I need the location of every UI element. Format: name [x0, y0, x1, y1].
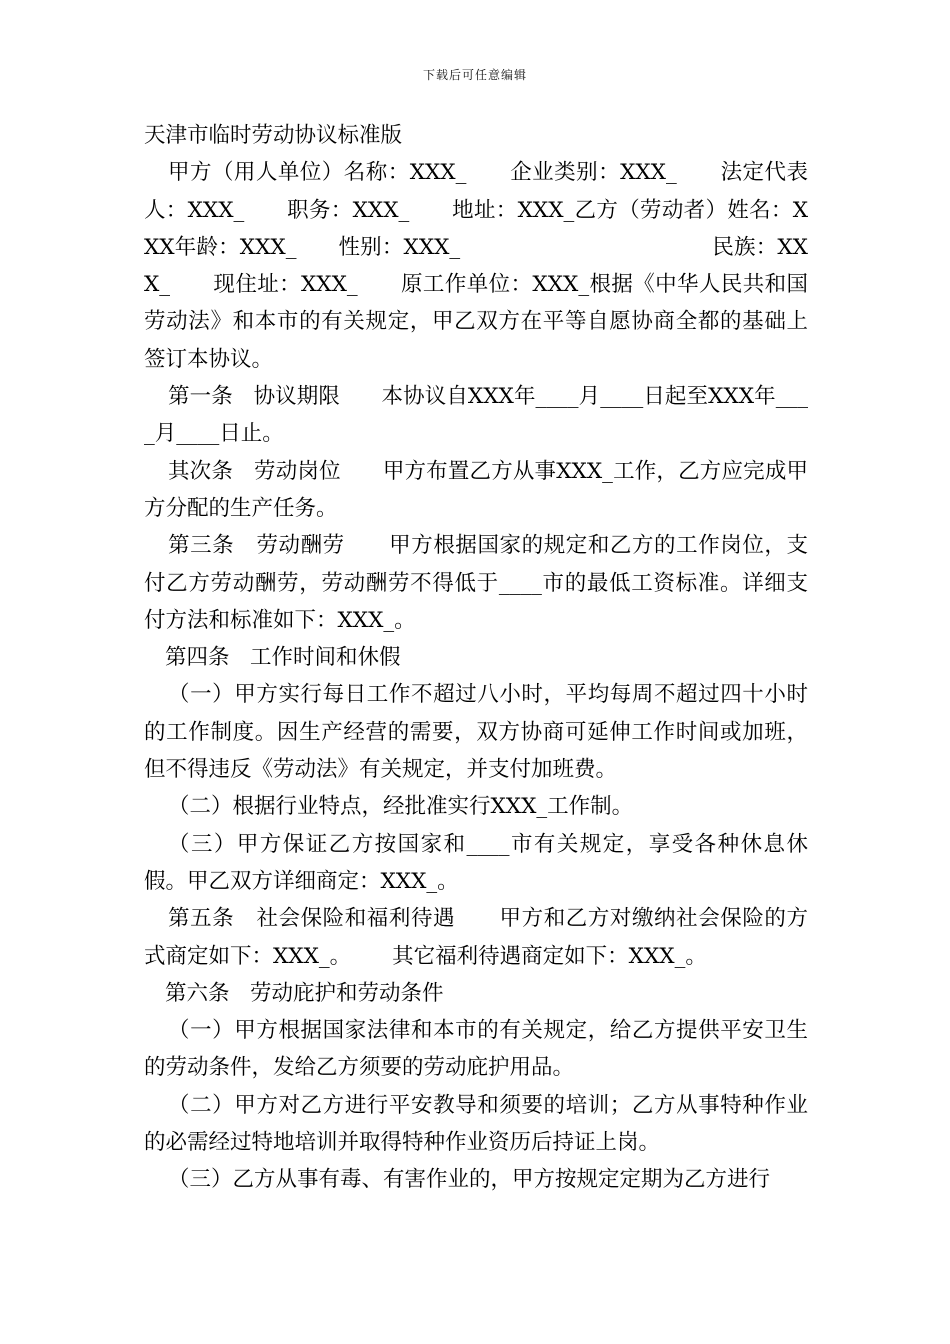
paragraph-article-4-item-2: （二）根据行业特点，经批准实行XXX_工作制。	[168, 794, 634, 820]
paragraph-article-3: 第三条 劳动酬劳 甲方根据国家的规定和乙方的工作岗位，支付乙方劳动酬劳，劳动酬劳不得低于____市的最低工资标准。详细支付方法和标准如下：XXX_。	[144, 533, 808, 633]
paragraph-article-6-heading: 第六条 劳动庇护和劳动条件	[165, 980, 444, 1006]
paragraph-article-6-item-1: （一）甲方根据国家法律和本市的有关规定，给乙方提供平安卫生的劳动条件，发给乙方须要的劳动庇护用品。	[144, 1018, 808, 1081]
paragraph-article-1: 第一条 协议期限 本协议自XXX年____月____日起至XXX年____月____日止。	[144, 384, 808, 447]
paragraph-article-5: 第五条 社会保险和福利待遇 甲方和乙方对缴纳社会保险的方式商定如下：XXX_。 其它福利待遇商定如下：XXX_。	[144, 906, 808, 969]
paragraph-article-6-item-3: （三）乙方从事有毒、有害作业的，甲方按规定定期为乙方进行	[168, 1167, 771, 1193]
paragraph-article-4-item-1: （一）甲方实行每日工作不超过八小时，平均每周不超过四十小时的工作制度。因生产经营的需要，双方协商可延伸工作时间或加班，但不得违反《劳动法》有关规定，并支付加班费。	[144, 682, 808, 783]
paragraph-parties: 甲方（用人单位）名称：XXX_ 企业类别：XXX_ 法定代表人：XXX_ 职务：XXX_ 地址：XXX_乙方（劳动者）姓名：XXX年龄：XXX_ 性别：XXX_ 民族：XXX_ 现住址：XXX_ 原工作单位：XXX_根据《中华人民共和国劳动法》和本市的有关规定，甲乙双方在平等自愿协商全都的基础上签订本协议。	[144, 160, 808, 372]
paragraph-article-6-item-2: （二）甲方对乙方进行平安教导和须要的培训；乙方从事特种作业的必需经过特地培训并取得特种作业资历后持证上岗。	[144, 1092, 808, 1156]
paragraph-article-4-heading: 第四条 工作时间和休假	[165, 645, 401, 671]
paragraph-article-2: 其次条 劳动岗位 甲方布置乙方从事XXX_工作，乙方应完成甲方分配的生产任务。	[144, 458, 808, 521]
download-note: 下载后可任意编辑	[422, 68, 527, 82]
document-body	[144, 117, 808, 1199]
document-title: 天津市临时劳动协议标准版	[144, 123, 403, 148]
paragraph-article-4-item-3: （三）甲方保证乙方按国家和____市有关规定，享受各种休息休假。甲乙双方详细商定：XXX_。	[144, 831, 808, 894]
